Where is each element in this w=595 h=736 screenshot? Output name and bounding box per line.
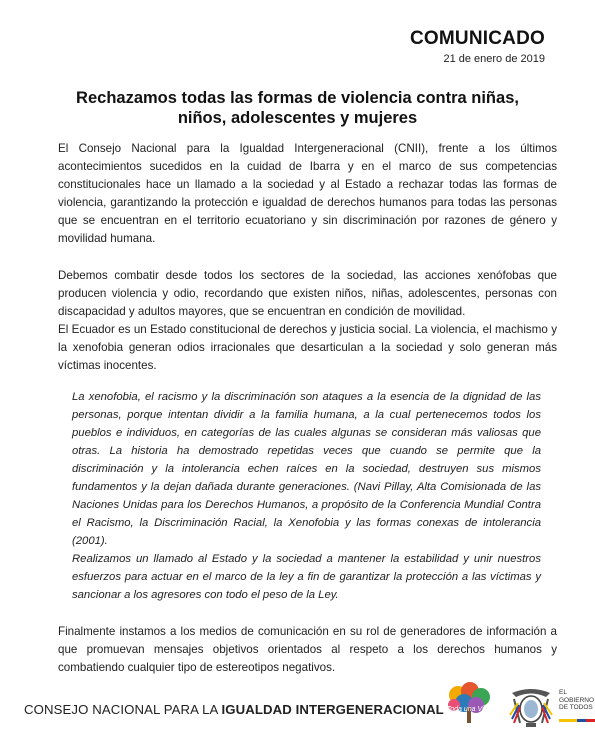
footer [24,685,595,729]
paragraph-final: Finalmente instamos a los medios de comunicación en su rol de generadores de información a que promuevan mensajes objetivos orientados al respeto a los derechos humanos y combatiendo cualquier tipo de estereotipos negativos. [58,625,557,674]
header [410,28,545,65]
organization-name [24,702,444,717]
document-date: 21 de enero de 2019 [443,53,545,65]
toda-una-vida-logo-icon [438,681,500,729]
paragraph-2: Debemos combatir desde todos los sectores de la sociedad, las acciones xenófobas que producen violencia y odio, recordando que existen niños, niñas, adolescentes, personas con discapacidad y adultos mayores, que se encuentran en condición de movilidad. [58,269,557,318]
org-name-bold: IGUALDAD INTERGENERACIONAL [221,702,444,717]
ecuador-flag-stripe-icon [559,719,595,722]
vida-logo-text: Toda una Vida [446,706,492,713]
document-body [58,140,557,677]
org-name-light: CONSEJO NACIONAL PARA LA [24,702,222,717]
title-line-2: niños, adolescentes y mujeres [177,109,418,127]
page-title [40,88,555,128]
ecuador-coat-of-arms-icon [506,685,556,729]
quote-paragraph-2: Realizamos un llamado al Estado y la sociedad a mantener la estabilidad y unir nuestros esfuerzos para actuar en el marco de la ley a fin de garantizar la protección a las víctimas y sancionar a los agresores con todo el peso de la Ley. [72,553,541,601]
gobierno-line-1: EL [559,689,567,696]
gobierno-line-2: GOBIERNO [559,696,595,704]
gobierno-line-3: DE TODOS [559,704,593,711]
title-line-1: Rechazamos todas las formas de violencia contra niñas, [76,89,519,107]
paragraph-3: El Ecuador es un Estado constitucional de derechos y justicia social. La violencia, el machismo y la xenofobia generan odios irracionales que desarticulan a la sociedad y solo generan más víctimas inocentes. [58,323,557,372]
gobierno-de-todos-label [559,689,595,712]
quote-paragraph-1: La xenofobia, el racismo y la discriminación son ataques a la esencia de la dignidad de las personas, porque intentan dividir a la familia humana, a la cual pertenecemos todos los pueblos e individuos, en categorías de las cuales algunas se consideran más valiosas que otras. La historia ha demostrado repetidas veces que cuando se permite que la discriminación y la intolerancia echen raíces en la sociedad, destruyen sus mismos fundamentos y la dejan dañada durante generaciones. (Navi Pillay, Alta Comisionada de las Naciones Unidas para los Derechos Humanos, a propósito de la Conferencia Mundial Contra el Racismo, la Discriminación Racial, la Xenofobia y las formas conexas de intolerancia (2001). [72,391,541,547]
document-type: COMUNICADO [410,28,545,49]
paragraph-1: El Consejo Nacional para la Igualdad Intergeneracional (CNII), frente a los últimos acontecimientos sucedidos en la cuidad de Ibarra y en el marco de sus competencias constitucionales hace un llamado a la sociedad y al Estado a rechazar todas las formas de violencia, garantizando la protección e igualdad de derechos humanos para todas las personas que se encuentran en el territorio ecuatoriano y sin discriminación por razones de género y movilidad humana. [58,142,557,245]
